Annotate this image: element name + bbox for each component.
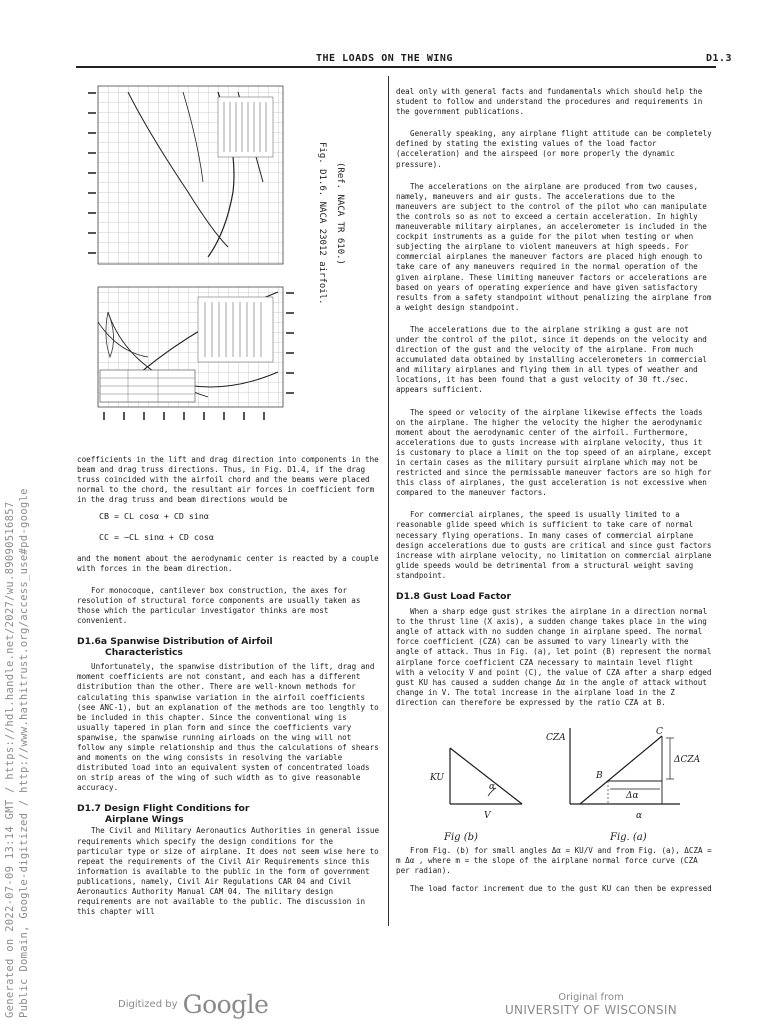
paragraph: The Civil and Military Aeronautics Authorities in general issue requirements which specify the design conditions for the particular type or size of airplane. It does not seem wise here to repeat the requirements of the Civil Air Requirements since this information is available to the public in the form of government publications, namely, Civil Air Regulations CAR 04 and Civil Aeronautics Authority Manual CAM 04. The military design requirements are not available to the public. The discussion in this chapter will (77, 826, 380, 917)
ku-label: KU (430, 773, 444, 783)
fig-a-label: Fig. (a) (610, 832, 647, 843)
original-from-text: Original from (558, 992, 624, 1003)
paragraph: The accelerations due to the airplane striking a gust are not under the control of the pilot, since it depends on the velocity and direction of the gust and the velocity of the airplane. From much accumulated data obtained by installing accelerometers in commercial and military airplanes and flying them in all types of weather and locations, it has been found that a gust velocity of 30 ft./sec. appears sufficient. (396, 324, 707, 395)
paragraph: Generally speaking, any airplane flight attitude can be completely defined by stating the existing values of the load factor (acceleration) and the airspeed (or more properly the dynamic pressure). (396, 129, 712, 169)
delta-alpha-label: Δα (626, 791, 639, 801)
paragraph: deal only with general facts and fundamentals which should help the student to follow and understand the procedures and requirements in the government publications. (396, 87, 703, 117)
gust-diagram (430, 726, 710, 846)
equation-cb: CB = CL cosα + CD sinα (99, 511, 209, 522)
page-title: THE LOADS ON THE WING (316, 53, 453, 64)
paragraph: For monocoque, cantilever box construction, the axes for resolution of structural force components are usually taken as those which the particular investigator thinks are most convenient. (77, 585, 361, 626)
point-b-label: B (596, 771, 603, 781)
left-column (77, 455, 383, 917)
delta-cza-label: ΔCZA (674, 755, 701, 765)
alpha-axis-label: α (636, 811, 643, 821)
section-heading-d1-7: D1.7 Design Flight Conditions for Airplane Wings (77, 803, 250, 826)
cza-axis-label: CZA (546, 733, 566, 743)
v-label: V (484, 811, 491, 821)
airfoil-chart-graphic (88, 72, 383, 440)
alpha-label-b: α (489, 782, 496, 792)
paragraph: When a sharp edge gust strikes the airplane in a direction normal to the thrust line (X axis), a sudden change takes place in the wing angle of attack with no sudden change in airplane speed. The normal force coefficient (CZA) can be assumed to vary linearly with the angle of attack. Thus in Fig. (a), let point (B) represent the normal airplane force coefficient CZA necessary to maintain level flight with a velocity V and point (C), the value of CZA after a sharp edged gust KU has caused a sudden change Δα in the angle of attack without change in V. The total increase in the airplane load in the Z direction can therefore be expressed by the ratio CZA at B. (396, 607, 712, 707)
section-number: D1.3 (706, 53, 733, 64)
fig-b-label: Fig (b) (444, 832, 478, 843)
university-name: UNIVERSITY OF WISCONSIN (504, 1003, 678, 1017)
google-digitized-mark (118, 990, 268, 1019)
paragraph: Unfortunately, the spanwise distribution of the lift, drag and moment coefficients are not constant, and each has a different distribution than the other. There are well-known methods for calculating this spanwise variation in the airfoil coefficients (see ANC-1), but an explanation of the methods are too lengthly to be included in this chapter. Since the conventional wing is usually tapered in plan form and since the coefficients vary spanwise, the spanwise running airloads on the wing will not follow any simple relationship and thus the calculations of shears and moments on the wing consists in resolving the variable distributed load into an equivalent system of concentrated loads on strip areas of the wing of such width as to give reasonable accuracy. (77, 662, 379, 793)
side-watermark (0, 0, 33, 1024)
section-heading-d1-8: D1.8 Gust Load Factor (396, 591, 512, 603)
figure-reference: (Ref. NACA TR 610.) (335, 162, 345, 265)
watermark-line-1: Generated on 2022-07-09 13:14 GMT / https://hdl.handle.net/2027/wu.89090516857 (4, 501, 16, 1018)
watermark-line-2: Public Domain, Google-digitized / http://www.hathitrust.org/access_use#pd-google (18, 488, 30, 1018)
original-source-mark (496, 992, 686, 1017)
section-heading-d1-6a: D1.6a Spanwise Distribution of Airfoil Characteristics (77, 636, 273, 659)
paragraph: and the moment about the aerodynamic center is reacted by a couple with forces in the beam direction. (77, 553, 379, 573)
equation-cc: CC = −CL sinα + CD cosα (99, 531, 214, 542)
paragraph: coefficients in the lift and drag direction into components in the beam and drag truss directions. Thus, in Fig. D1.4, if the drag truss coincided with the airfoil chord and the beams were placed normal to the chord, the resultant air forces in coefficient form in the drag truss and beam directions would be (77, 455, 379, 505)
paragraph: The accelerations on the airplane are produced from two causes, namely, maneuvers and air gusts. The accelerations due to the maneuvers are subject to the control of the pilot who can manipulate the controls so as not to exceed a certain acceleration. In highly maneuverable military airplanes, an accelerometer is included in the cockpit instruments as a guide for the pilot when testing or when subjecting the airplane to violent maneuvers at high speeds. For commercial airplanes the maneuver factors are placed high enough to take care of any maneuvers required in the normal operation of the given airplane. These limiting maneuver factors or accelerations are based on years of operating experience and have given satisfactory results from a safety standpoint without penalizing the airplane from a weight design standpoint. (396, 181, 712, 312)
figure-caption: Fig. D1.6. NACA 23012 airfoil. (317, 142, 327, 305)
column-divider (388, 76, 389, 926)
paragraph: The speed or velocity of the airplane likewise effects the loads on the airplane. The higher the velocity the higher the aerodynamic moment about the aerodynamic center of the airfoil. Furthermore, accelerations due to gusts increase with airplane velocity, thus it is customary to place a limit on the top speed of an airplane, except in certain cases as the military pursuit airplane which may not be restricted and since the permissable maneuver factors are so high for this class of airplanes, the gust acceleration is not excessive when compared to the maneuver factors. (396, 407, 712, 498)
paragraph: The load factor increment due to the gust KU can then be expressed (410, 884, 712, 894)
google-logo: Google (182, 990, 269, 1019)
digitized-by-text: Digitized by (118, 999, 178, 1010)
point-c-label: C (656, 727, 663, 737)
paragraph: From Fig. (b) for small angles Δα = KU/V and from Fig. (a), ΔCZA = m Δα , where m = the slope of the airplane normal force curve (CZA per radian). (396, 845, 712, 876)
header-rule (76, 66, 716, 68)
airfoil-figure (88, 72, 383, 440)
gust-diagram-graphic (430, 726, 710, 846)
paragraph: For commercial airplanes, the speed is usually limited to a reasonable glide speed which is sufficient to take care of normal necessary flying operations. In many cases of commercial airplane design accelerations due to gusts are critical and since gust factors increase with airplane velocity, no limitation on commercial airplane glide speeds would be detrimental from a structural weight saving standpoint. (396, 510, 712, 580)
